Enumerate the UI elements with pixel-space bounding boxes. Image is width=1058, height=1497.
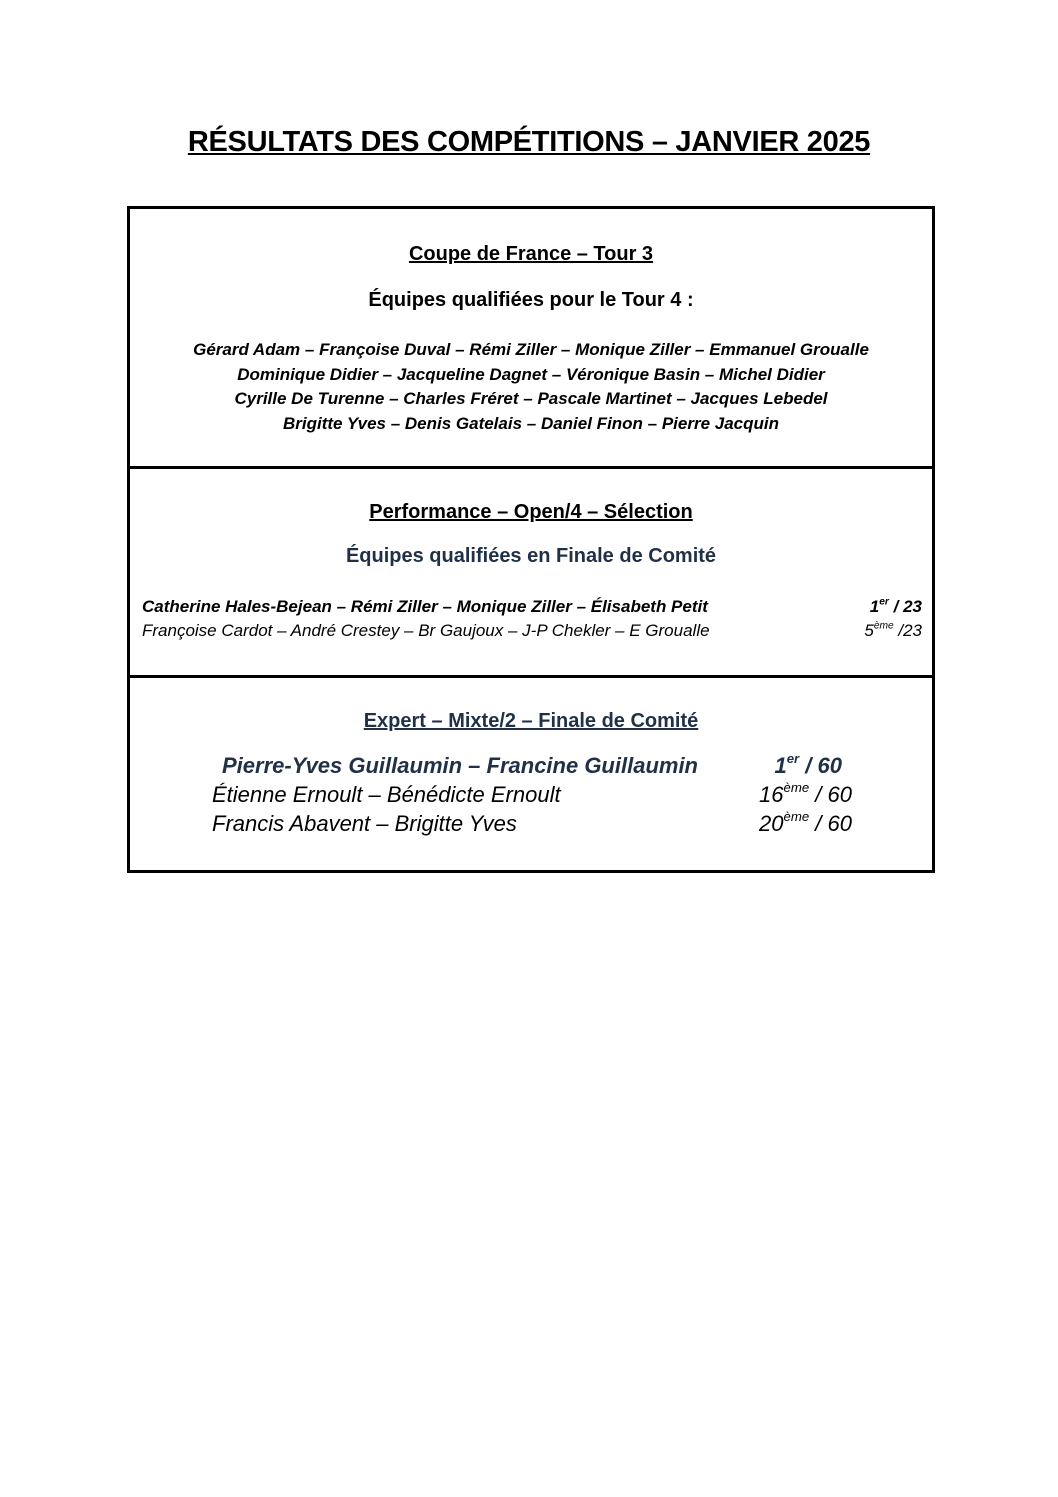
- result-row: [212, 782, 852, 812]
- team-line: Brigitte Yves – Denis Gatelais – Daniel Finon – Pierre Jacquin: [282, 413, 780, 433]
- team-names: Francis Abavent – Brigitte Yves: [212, 811, 517, 836]
- result-row: [212, 811, 852, 841]
- team-rank: 20ème / 60: [759, 809, 852, 836]
- team-line: Dominique Didier – Jacqueline Dagnet – Véronique Basin – Michel Didier: [237, 364, 825, 384]
- result-row: [142, 621, 922, 645]
- team-names: Pierre-Yves Guillaumin – Francine Guillaumin: [222, 753, 698, 778]
- team-line: Cyrille De Turenne – Charles Fréret – Pascale Martinet – Jacques Lebedel: [234, 389, 828, 408]
- team-rank: 1er / 23: [869, 596, 922, 616]
- section-heading: Coupe de France – Tour 3: [408, 243, 654, 265]
- section-coupe-de-france: [130, 209, 932, 469]
- team-names: Françoise Cardot – André Crestey – Br Gaujoux – J-P Chekler – E Groualle: [142, 621, 710, 640]
- section-performance: [130, 469, 932, 678]
- qualified-teams-list: [130, 338, 932, 436]
- team-names: Étienne Ernoult – Bénédicte Ernoult: [212, 782, 561, 807]
- section-subheading: Équipes qualifiées en Finale de Comité: [345, 545, 717, 567]
- result-row: [222, 753, 842, 783]
- page-title: RÉSULTATS DES COMPÉTITIONS – JANVIER 2025: [187, 126, 871, 158]
- result-row: [142, 597, 922, 621]
- section-heading: Performance – Open/4 – Sélection: [369, 501, 693, 523]
- section-expert: [130, 678, 932, 870]
- team-line: Gérard Adam – Françoise Duval – Rémi Ziller – Monique Ziller – Emmanuel Groualle: [193, 340, 869, 359]
- team-rank: 1er / 60: [774, 751, 842, 778]
- section-heading: Expert – Mixte/2 – Finale de Comité: [363, 710, 699, 732]
- section-subheading: Équipes qualifiées pour le Tour 4 :: [368, 289, 694, 311]
- results-box: [127, 206, 935, 873]
- team-rank: 5ème /23: [864, 620, 922, 640]
- team-names: Catherine Hales-Bejean – Rémi Ziller – Monique Ziller – Élisabeth Petit: [142, 597, 708, 616]
- team-rank: 16ème / 60: [759, 780, 852, 807]
